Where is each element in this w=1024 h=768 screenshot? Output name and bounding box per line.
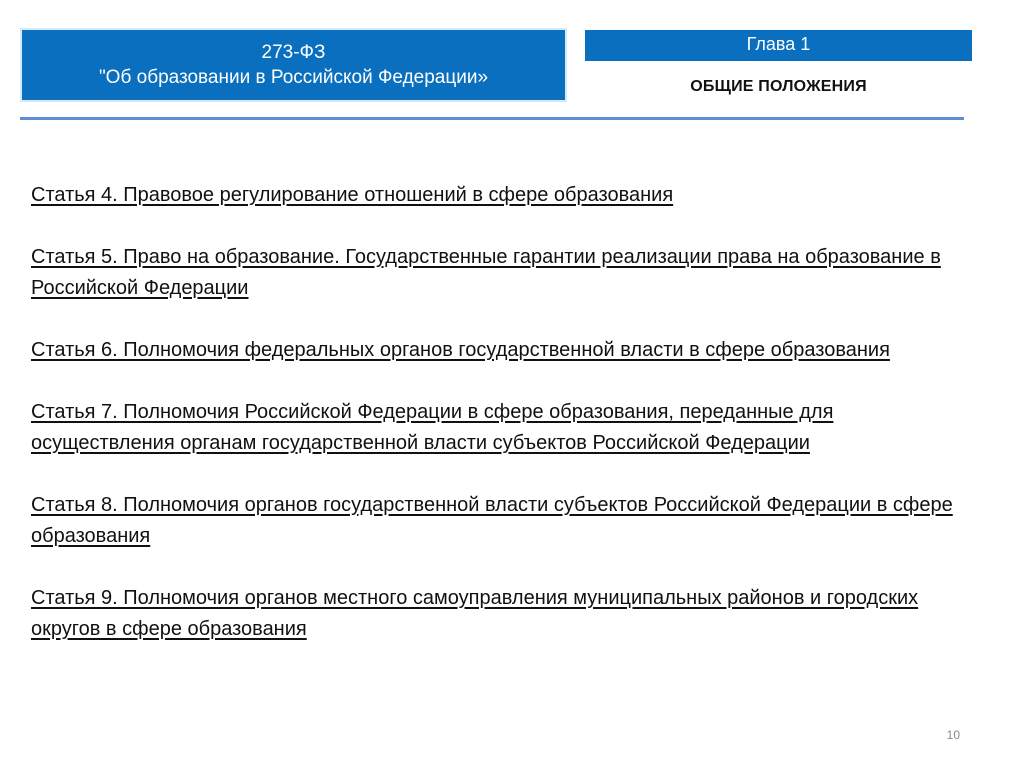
chapter-label: Глава 1 xyxy=(746,34,811,54)
article-link-6[interactable]: Статья 6. Полномочия федеральных органов государственной власти в сфере образования xyxy=(31,339,890,361)
article-link-9[interactable]: Статья 9. Полномочия органов местного самоуправления муниципальных районов и городских округов в сфере образования xyxy=(31,587,919,640)
article-link-4[interactable]: Статья 4. Правовое регулирование отношений в сфере образования xyxy=(31,184,674,206)
page-number: 10 xyxy=(946,728,960,742)
article-item xyxy=(31,490,961,552)
law-title: "Об образовании в Российской Федерации» xyxy=(98,67,489,88)
law-title-box xyxy=(20,28,567,102)
article-item xyxy=(31,397,961,459)
chapter-label-box xyxy=(585,30,972,61)
article-list xyxy=(31,180,961,676)
article-item xyxy=(31,242,961,304)
article-item xyxy=(31,180,961,211)
chapter-title: ОБЩИЕ ПОЛОЖЕНИЯ xyxy=(690,78,867,95)
article-item xyxy=(31,583,961,645)
header-divider xyxy=(20,117,964,120)
law-number: 273-ФЗ xyxy=(261,42,326,63)
article-link-7[interactable]: Статья 7. Полномочия Российской Федерации в сфере образования, переданные для осуществления органам государственной власти субъектов Российской Федерации xyxy=(31,401,834,454)
article-link-5[interactable]: Статья 5. Право на образование. Государственные гарантии реализации права на образование в Российской Федерации xyxy=(31,246,941,299)
article-item xyxy=(31,335,961,366)
article-link-8[interactable]: Статья 8. Полномочия органов государственной власти субъектов Российской Федерации в сфере образования xyxy=(31,494,953,547)
